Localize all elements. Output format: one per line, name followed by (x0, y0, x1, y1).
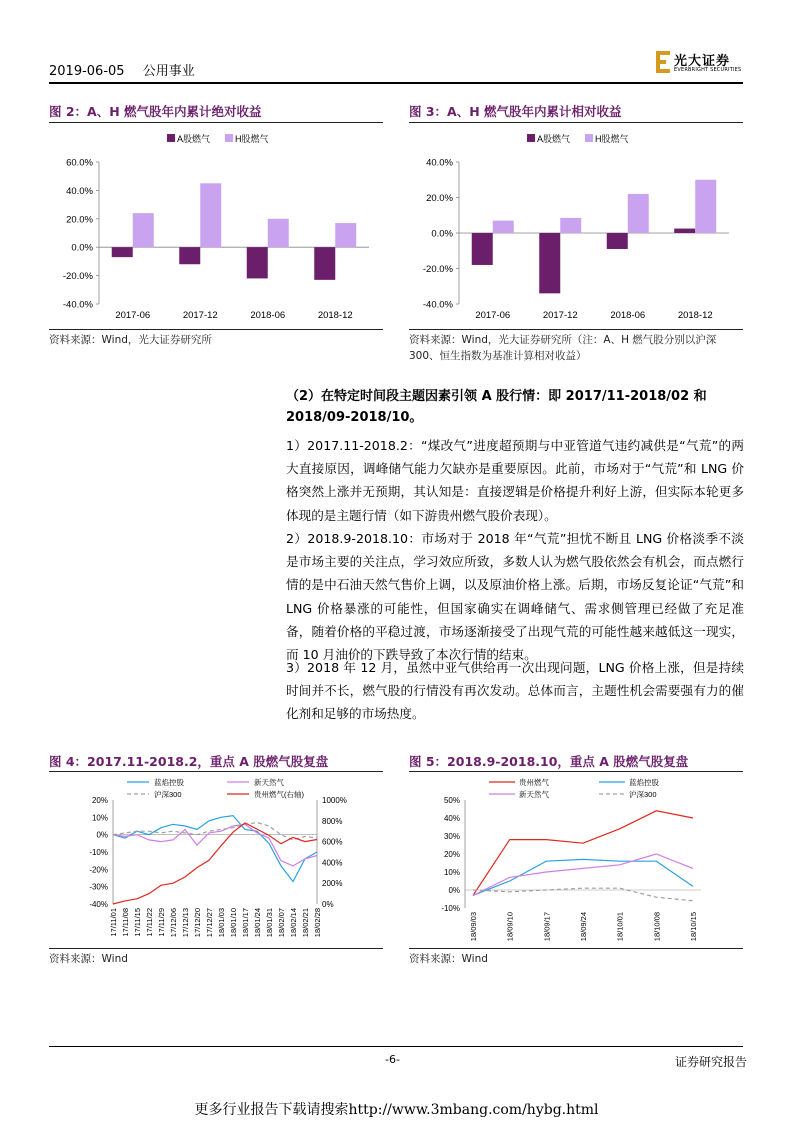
fig4-right-tick-label: 800% (322, 816, 343, 826)
fig4-x-tick-label: 18/02/07 (277, 908, 286, 938)
fig5-source: 资料来源：Wind (409, 953, 488, 965)
fig2-bottom-rule (49, 329, 383, 330)
fig5-legend-label: 蓝焰控股 (629, 778, 659, 787)
fig5-series-line (473, 854, 693, 895)
fig5-y-tick-label: 40% (443, 814, 460, 823)
report-date: 2019-06-05 (49, 64, 125, 79)
fig2-chart (49, 126, 383, 326)
fig4-right-tick-label: 400% (322, 858, 343, 868)
fig4-top-rule (49, 771, 383, 772)
fig3-x-tick-label: 2018-12 (677, 310, 713, 321)
fig2-legend-swatch (167, 134, 175, 142)
paragraph-3: 3）2018 年 12 月，虽然中亚气供给再一次出现问题，LNG 价格上涨，但是持续时间并不长，燃气股的行情没有再次发动。总体而言，主题性机会需要强有力的催化剂和足够的市场热度。 (286, 660, 744, 722)
fig2-bar (112, 247, 133, 257)
fig4-legend-label: 蓝焰控股 (154, 778, 184, 787)
fig3-legend-swatch (585, 134, 593, 142)
fig4-x-tick-label: 18/02/21 (301, 908, 310, 938)
fig5-x-tick-label: 18/09/24 (579, 912, 588, 942)
fig4-x-tick-label: 18/01/31 (265, 908, 274, 938)
fig4-right-tick-label: 200% (322, 879, 343, 889)
fig4-x-tick-label: 17/12/06 (169, 908, 178, 938)
fig3-bar (493, 221, 514, 233)
fig3-y-tick-label: -20.0% (422, 264, 453, 275)
download-link[interactable]: 更多行业报告下载请搜索http://www.3mbang.com/hybg.html (194, 1102, 599, 1118)
fig5-top-rule (409, 771, 743, 772)
fig2-y-tick-label: 20.0% (66, 214, 93, 226)
fig2-legend-swatch (225, 134, 233, 142)
fig2-top-rule (49, 122, 383, 123)
fig4-x-tick-label: 17/12/20 (193, 908, 202, 938)
fig2-bar (179, 247, 200, 264)
section-heading: （2）在特定时间段主题因素引领 A 股行情：即 2017/11-2018/02 和 2018/09-2018/10。 (286, 389, 707, 425)
fig5-legend-label: 贵州燃气 (519, 778, 549, 787)
fig4-x-tick-label: 18/02/28 (313, 908, 322, 938)
fig3-y-tick-label: 40.0% (426, 157, 453, 169)
footer-rule (49, 1046, 743, 1047)
fig3-bar (539, 233, 560, 293)
fig5-legend-label: 沪深300 (629, 790, 657, 799)
fig3-legend-label: A股燃气 (537, 134, 571, 144)
fig3-source: 资料来源：Wind，光大证券研究所（注：A、H 燃气股分别以沪深 300、恒生指数为基准计算相对收益） (409, 334, 717, 362)
page-number: -6- (385, 1053, 400, 1066)
fig3-bar (560, 218, 581, 233)
fig3-chart (409, 126, 743, 326)
fig5-x-tick-label: 18/09/03 (469, 912, 478, 942)
fig4-left-tick-label: -20% (89, 865, 108, 875)
fig4-series-line (113, 816, 317, 882)
paragraph-2: 2）2018.9-2018.10：市场对于 2018 年“气荒”担忧不断且 LNG 价格淡季不淡是市场主要的关注点，学习效应所致，多数人认为燃气股依然会有机会，而点燃行情的是中石油天然气售价上调，以及原油价格上涨。后期，市场反复论证“气荒”和 LNG 价格暴涨的可能性，但国家确实在调峰储气、需求侧管理已经做了充足准备，随着价格的平稳过渡，市场逐渐接受了出现气荒的可能性越来越低这一现实，而 10 月油价的下跌导致了本次行情的结束。 (286, 531, 744, 663)
footer-label: 证券研究报告 (675, 1055, 748, 1069)
fig4-right-tick-label: 0% (322, 900, 334, 909)
fig3-y-tick-label: -40.0% (422, 299, 453, 311)
fig4-chart (49, 774, 383, 946)
report-date-sector (49, 60, 195, 79)
fig4-right-tick-label: 1000% (322, 796, 347, 805)
fig5-x-tick-label: 18/10/08 (652, 912, 662, 942)
fig4-x-tick-label: 18/01/24 (253, 908, 262, 938)
fig3-x-tick-label: 2017-12 (542, 310, 578, 321)
fig2-y-tick-label: 60.0% (66, 157, 93, 169)
fig2-legend-label: A股燃气 (177, 134, 211, 144)
fig4-x-tick-label: 17/12/27 (205, 908, 214, 938)
fig3-title: 图 3：A、H 燃气股年内累计相对收益 (409, 104, 622, 119)
fig3-bottom-rule (409, 329, 743, 330)
fig3-y-tick-label: 0.0% (431, 228, 453, 240)
fig3-bar (674, 229, 695, 233)
fig3-x-tick-label: 2018-06 (610, 310, 646, 321)
fig2-x-tick-label: 2017-12 (182, 310, 218, 321)
fig4-x-tick-label: 17/11/29 (157, 908, 166, 937)
fig4-legend-label: 沪深300 (154, 790, 182, 799)
header-rule (49, 82, 743, 84)
fig4-x-tick-label: 18/02/14 (289, 908, 298, 938)
fig5-x-tick-label: 18/09/10 (505, 912, 515, 942)
fig3-x-tick-label: 2017-06 (475, 310, 511, 321)
fig3-legend-label: H股燃气 (595, 134, 629, 144)
fig4-left-tick-label: -10% (89, 848, 108, 857)
fig2-y-tick-label: -40.0% (62, 299, 93, 311)
fig2-bar (335, 223, 356, 247)
fig4-legend-label: 贵州燃气(右轴) (254, 790, 304, 799)
fig5-bottom-rule (409, 948, 743, 949)
fig5-y-tick-label: 50% (443, 796, 460, 805)
fig4-x-tick-label: 17/11/22 (145, 908, 154, 937)
fig2-y-tick-label: -20.0% (62, 271, 93, 283)
fig3-y-tick-label: 20.0% (426, 193, 453, 204)
fig5-chart (409, 774, 743, 946)
fig4-x-tick-label: 17/11/15 (133, 908, 142, 937)
fig5-x-tick-label: 18/09/17 (542, 912, 552, 942)
fig5-y-tick-label: -10% (441, 904, 460, 913)
fig2-bar (268, 219, 289, 247)
fig4-x-tick-label: 17/11/08 (121, 908, 130, 937)
fig4-title: 图 4：2017.11-2018.2，重点 A 股燃气股复盘 (49, 754, 329, 769)
logo-english: EVERBRIGHT SECURITIES (674, 67, 742, 73)
fig2-bar (314, 247, 335, 280)
fig4-x-tick-label: 18/01/10 (229, 908, 238, 938)
fig5-title: 图 5：2018.9-2018.10，重点 A 股燃气股复盘 (409, 754, 689, 769)
fig3-top-rule (409, 122, 743, 123)
fig4-left-tick-label: 10% (91, 813, 108, 823)
fig4-legend-label: 新天然气 (254, 778, 284, 787)
fig4-left-tick-label: -30% (89, 882, 108, 892)
fig5-y-tick-label: 0% (448, 886, 460, 895)
fig2-bar (200, 183, 221, 247)
logo-mark-icon (655, 50, 671, 74)
paragraph-1: 1）2017.11-2018.2：“煤改气”进度超预期与中亚管道气违约减供是“气荒”的两大直接原因，调峰储气能力欠缺亦是重要原因。此前，市场对于“气荒”和 LNG 价格突然上涨并无预期，其认知是：直接逻辑是价格提升利好上游，但实际本轮更多体现的是主题行情（如下游贵州燃气股价表现）。 (286, 438, 744, 523)
company-logo (655, 48, 745, 78)
fig4-x-tick-label: 17/12/13 (181, 908, 190, 938)
fig4-source: 资料来源：Wind (49, 953, 128, 965)
fig5-legend-label: 新天然气 (519, 790, 549, 799)
fig5-y-tick-label: 10% (443, 868, 460, 877)
report-sector: 公用事业 (142, 64, 195, 79)
fig4-x-tick-label: 18/01/17 (241, 908, 250, 938)
fig2-y-tick-label: 0.0% (71, 242, 93, 254)
fig4-left-tick-label: -40% (89, 900, 108, 909)
fig2-source: 资料来源：Wind，光大证券研究所 (49, 334, 212, 346)
logo-chinese: 光大证券 (674, 54, 731, 69)
fig5-y-tick-label: 20% (443, 850, 460, 859)
fig4-x-tick-label: 17/11/01 (109, 908, 118, 937)
fig5-x-tick-label: 18/10/01 (615, 912, 625, 942)
fig4-right-tick-label: 600% (322, 837, 343, 847)
fig3-bar (472, 233, 493, 265)
fig2-title: 图 2：A、H 燃气股年内累计绝对收益 (49, 104, 262, 119)
fig3-bar (607, 233, 628, 249)
fig4-left-tick-label: 20% (91, 796, 108, 805)
fig3-bar (628, 194, 649, 233)
fig2-bar (247, 247, 268, 278)
fig2-y-tick-label: 40.0% (66, 185, 93, 197)
fig3-bar (695, 180, 716, 233)
fig5-x-tick-label: 18/10/15 (689, 912, 698, 942)
fig2-x-tick-label: 2017-06 (115, 310, 151, 321)
fig4-x-tick-label: 18/01/03 (217, 908, 226, 938)
fig3-legend-swatch (527, 134, 535, 142)
fig5-y-tick-label: 30% (443, 832, 460, 841)
fig4-bottom-rule (49, 948, 383, 949)
fig2-x-tick-label: 2018-06 (250, 310, 286, 321)
fig2-legend-label: H股燃气 (235, 134, 269, 144)
fig4-left-tick-label: 0% (96, 830, 108, 840)
fig2-x-tick-label: 2018-12 (317, 310, 353, 321)
fig2-bar (133, 213, 154, 247)
fig4-series-line (113, 824, 317, 866)
